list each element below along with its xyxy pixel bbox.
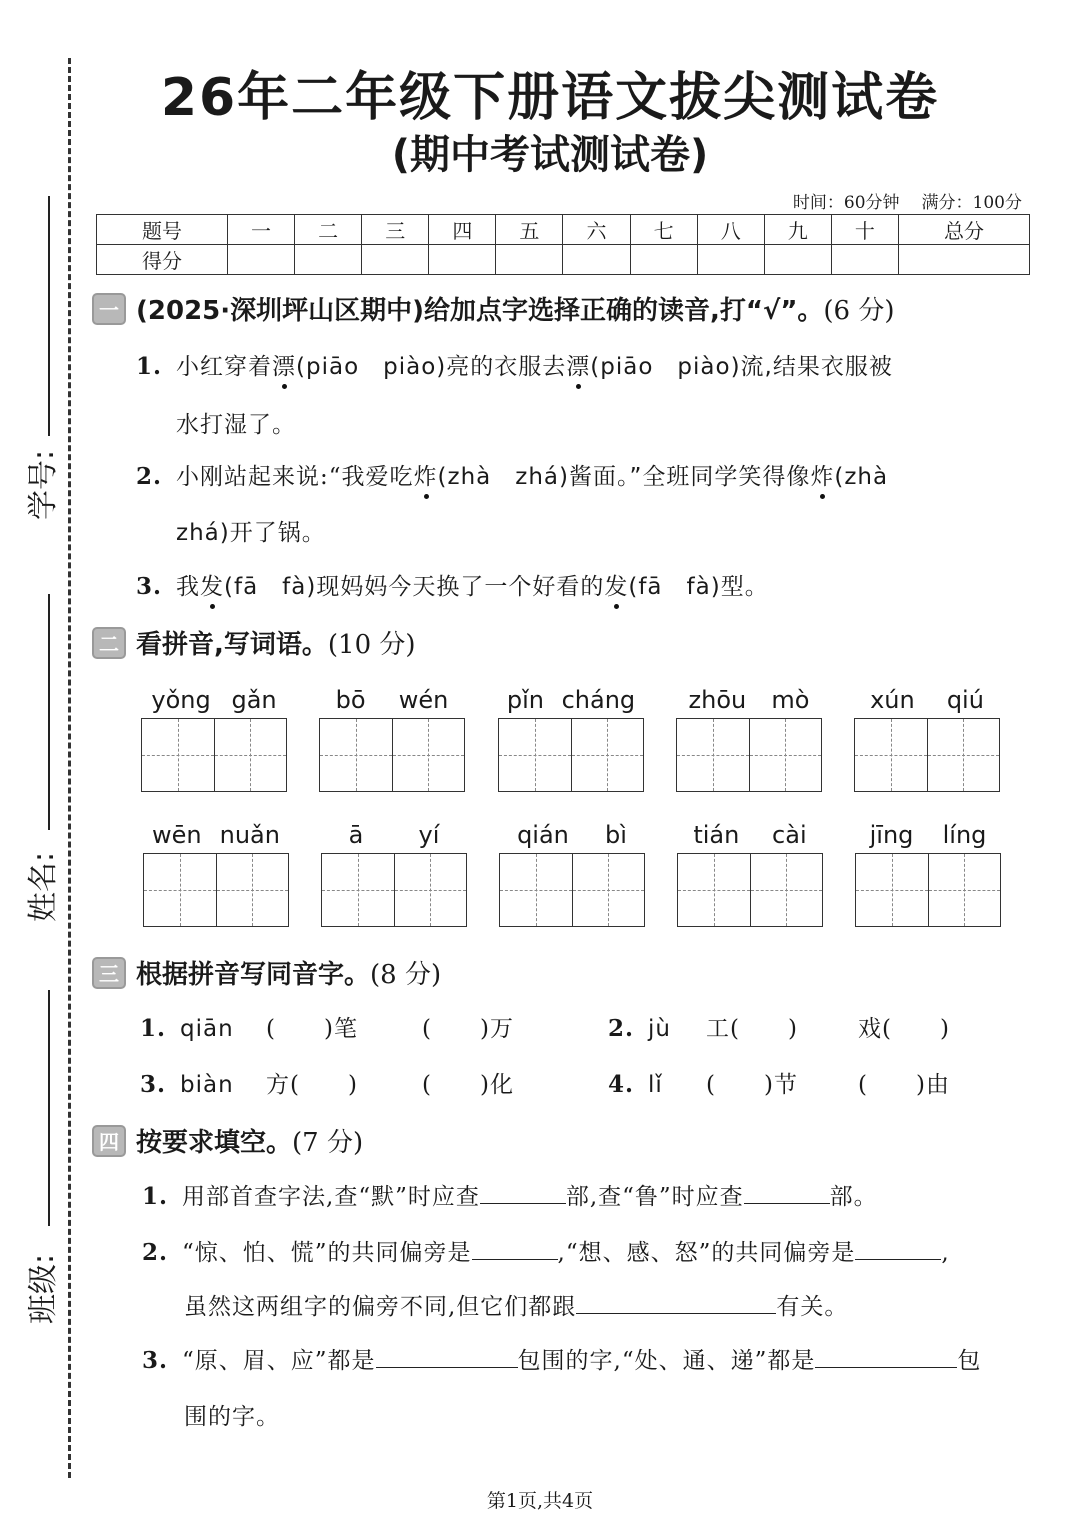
score-input-cell[interactable] (429, 245, 496, 275)
score-input-cell[interactable] (295, 245, 362, 275)
question-number: 3. (140, 1071, 167, 1098)
score-input-cell[interactable] (898, 245, 1029, 275)
word-group (499, 821, 645, 927)
pinyin-syllable: mò (771, 686, 810, 714)
score-input-cell[interactable] (630, 245, 697, 275)
page-footer: 第1页,共4页 (486, 1490, 594, 1512)
word-group (855, 821, 1001, 927)
writing-box[interactable] (676, 718, 822, 792)
score-table-score-row (97, 245, 1030, 275)
student-id-label: 学号: (26, 449, 61, 520)
score-cell: 九 (764, 215, 831, 245)
section-points: (10 分) (327, 630, 416, 660)
score-input-cell[interactable] (228, 245, 295, 275)
writing-box[interactable] (498, 718, 644, 792)
question-number: 3. (142, 1347, 169, 1374)
word-group (676, 686, 822, 792)
class-line (48, 990, 50, 1226)
question-1-1-cont: 水打湿了。 (176, 412, 296, 438)
question-3-3 (140, 1066, 514, 1099)
pinyin-choices[interactable]: (fā fà)型。 (628, 574, 769, 600)
pinyin-syllable: bì (605, 821, 627, 849)
score-input-cell[interactable] (496, 245, 563, 275)
score-table-header-row (97, 215, 1030, 245)
writing-box[interactable] (499, 853, 645, 927)
writing-box[interactable] (319, 718, 465, 792)
writing-box[interactable] (141, 718, 287, 792)
question-number: 2. (136, 463, 163, 490)
word-group (854, 686, 1000, 792)
q-text: 我 (176, 574, 201, 600)
pinyin-syllable: jīng (869, 821, 914, 849)
student-name-line (48, 594, 50, 830)
pinyin-choices[interactable]: (zhà (834, 464, 889, 490)
pinyin-syllable: tián (693, 821, 740, 849)
fill-blank[interactable]: ( )万 (422, 1016, 514, 1042)
score-cell: 十 (831, 215, 898, 245)
question-1-3 (136, 568, 769, 601)
answer-blank[interactable] (472, 1237, 558, 1260)
section-badge: 四 (92, 1125, 126, 1157)
q-text: 用部首查字法,查“默”时应查 (182, 1184, 480, 1210)
score-input-cell[interactable] (764, 245, 831, 275)
pinyin-syllable: zhōu (688, 686, 747, 714)
word-group (498, 686, 644, 792)
section-badge: 一 (92, 293, 126, 325)
dotted-char: 漂 (566, 348, 590, 381)
answer-blank[interactable] (815, 1345, 957, 1368)
pinyin-prompt: lǐ (648, 1072, 663, 1098)
full-score: 满分：100分 (921, 193, 1022, 213)
page-subtitle: (期中考试测试卷) (391, 132, 709, 178)
q-text: 包围的字,“处、通、递”都是 (517, 1348, 816, 1374)
question-3-2 (608, 1010, 950, 1043)
score-cell: 得分 (97, 245, 228, 275)
section-title: 按要求填空。 (136, 1128, 293, 1158)
question-1-2 (136, 458, 888, 491)
question-number: 1. (142, 1183, 169, 1210)
writing-box[interactable] (321, 853, 467, 927)
score-cell: 总分 (898, 215, 1029, 245)
class-label: 班级: (26, 1253, 61, 1324)
word-group (677, 821, 823, 927)
score-cell: 六 (563, 215, 630, 245)
section-4-heading (92, 1122, 363, 1159)
q-text: 包 (957, 1348, 982, 1374)
section-3-heading (92, 954, 441, 991)
q-text: 有关。 (776, 1294, 849, 1320)
fill-blank[interactable]: ( )由 (858, 1072, 950, 1098)
pinyin-prompt: qiān (180, 1016, 234, 1042)
score-cell: 八 (697, 215, 764, 245)
section-title: 根据拼音写同音字。 (136, 960, 371, 990)
question-number: 2. (142, 1239, 169, 1266)
word-group (319, 686, 465, 792)
fill-blank[interactable]: ( )笔 (266, 1016, 358, 1042)
question-number: 1. (140, 1015, 167, 1042)
writing-box[interactable] (854, 718, 1000, 792)
pinyin-syllable: qiú (946, 686, 984, 714)
writing-box[interactable] (677, 853, 823, 927)
answer-blank[interactable] (744, 1181, 830, 1204)
word-group (143, 821, 289, 927)
writing-box[interactable] (855, 853, 1001, 927)
question-number: 1. (136, 353, 163, 380)
pinyin-syllable: wén (398, 686, 449, 714)
question-3-4 (608, 1066, 950, 1099)
pinyin-syllable: wēn (152, 821, 202, 849)
question-number: 4. (608, 1071, 635, 1098)
pinyin-syllable: nuǎn (219, 821, 280, 849)
pinyin-syllable: ā (348, 821, 364, 849)
section-1-heading (92, 290, 895, 327)
dotted-char: 发 (604, 568, 628, 601)
score-cell: 五 (496, 215, 563, 245)
q-text: ,“想、感、怒”的共同偏旁是 (557, 1240, 856, 1266)
question-4-2-cont (184, 1288, 848, 1321)
q-text: 小红穿着 (176, 354, 273, 380)
answer-blank[interactable] (480, 1181, 566, 1204)
score-input-cell[interactable] (362, 245, 429, 275)
dotted-char: 炸 (414, 458, 438, 491)
question-4-3 (142, 1342, 981, 1375)
question-number: 3. (136, 573, 163, 600)
fill-blank[interactable]: ( )节 (706, 1072, 798, 1098)
writing-box[interactable] (143, 853, 289, 927)
answer-blank[interactable] (376, 1345, 518, 1368)
section-badge: 二 (92, 627, 126, 659)
answer-blank[interactable] (576, 1291, 776, 1314)
pinyin-syllable: yǒng (151, 686, 211, 714)
page-title: 26年二年级下册语文拔尖测试卷 (160, 68, 940, 128)
section-2-heading (92, 624, 416, 661)
q-text: 部,查“鲁”时应查 (565, 1184, 744, 1210)
pinyin-syllable: bō (335, 686, 366, 714)
pinyin-prompt: jù (648, 1016, 671, 1042)
pinyin-choices[interactable]: (piāo piào)亮的衣服去 (296, 354, 567, 380)
fill-blank[interactable]: 工( ) (706, 1016, 798, 1042)
answer-blank[interactable] (855, 1237, 941, 1260)
section-title: 看拼音,写词语。 (136, 630, 328, 660)
section-badge: 三 (92, 957, 126, 989)
time-limit: 时间：60分钟 (792, 193, 900, 213)
pinyin-syllable: qián (517, 821, 569, 849)
score-cell: 题号 (97, 215, 228, 245)
q-text: 部。 (829, 1184, 878, 1210)
pinyin-syllable: cháng (561, 686, 636, 714)
q-text: “惊、怕、慌”的共同偏旁是 (182, 1240, 472, 1266)
question-3-1 (140, 1010, 514, 1043)
fill-blank[interactable]: ( )化 (422, 1072, 514, 1098)
question-4-3-cont: 围的字。 (184, 1404, 280, 1430)
fill-blank[interactable]: 方( ) (266, 1072, 358, 1098)
student-name-label: 姓名: (26, 851, 61, 922)
pinyin-syllable: gǎn (231, 686, 277, 714)
dotted-char: 炸 (810, 458, 834, 491)
q-text: “原、眉、应”都是 (182, 1348, 376, 1374)
question-number: 2. (608, 1015, 635, 1042)
pinyin-choices[interactable]: (fā fà)现妈妈今天换了一个好看的 (224, 574, 605, 600)
score-table (96, 214, 1030, 275)
q-text: 虽然这两组字的偏旁不同,但它们都跟 (184, 1294, 577, 1320)
score-cell: 三 (362, 215, 429, 245)
score-cell: 四 (429, 215, 496, 245)
pinyin-syllable: yí (418, 821, 440, 849)
student-id-line (48, 196, 50, 436)
pinyin-syllable: líng (942, 821, 987, 849)
question-1-2-cont[interactable]: zhá)开了锅。 (176, 520, 326, 546)
fill-blank[interactable]: 戏( ) (858, 1016, 950, 1042)
exam-meta (771, 188, 1022, 213)
score-input-cell[interactable] (831, 245, 898, 275)
question-4-2 (142, 1234, 950, 1267)
question-4-1 (142, 1178, 878, 1211)
section-title: (2025·深圳坪山区期中)给加点字选择正确的读音,打“√”。 (136, 296, 824, 326)
pinyin-prompt: biàn (180, 1072, 234, 1098)
section-points: (6 分) (823, 296, 895, 326)
pinyin-syllable: cài (772, 821, 807, 849)
pinyin-choices[interactable]: (zhà zhá)酱面。”全班同学笑得像 (437, 464, 811, 490)
binding-dashed-line (68, 58, 71, 1478)
score-cell: 二 (295, 215, 362, 245)
score-input-cell[interactable] (563, 245, 630, 275)
score-input-cell[interactable] (697, 245, 764, 275)
pinyin-syllable: pǐn (506, 686, 544, 714)
score-cell: 一 (228, 215, 295, 245)
section-points: (8 分) (370, 960, 442, 990)
q-text: 小刚站起来说:“我爱吃 (176, 464, 414, 490)
q-text: , (941, 1240, 950, 1266)
word-group (141, 686, 287, 792)
pinyin-choices[interactable]: (piāo piào)流,结果衣服被 (590, 354, 893, 380)
score-cell: 七 (630, 215, 697, 245)
word-group (321, 821, 467, 927)
dotted-char: 发 (200, 568, 224, 601)
section-points: (7 分) (292, 1128, 364, 1158)
pinyin-syllable: xún (870, 686, 915, 714)
dotted-char: 漂 (272, 348, 296, 381)
question-1-1 (136, 348, 893, 381)
